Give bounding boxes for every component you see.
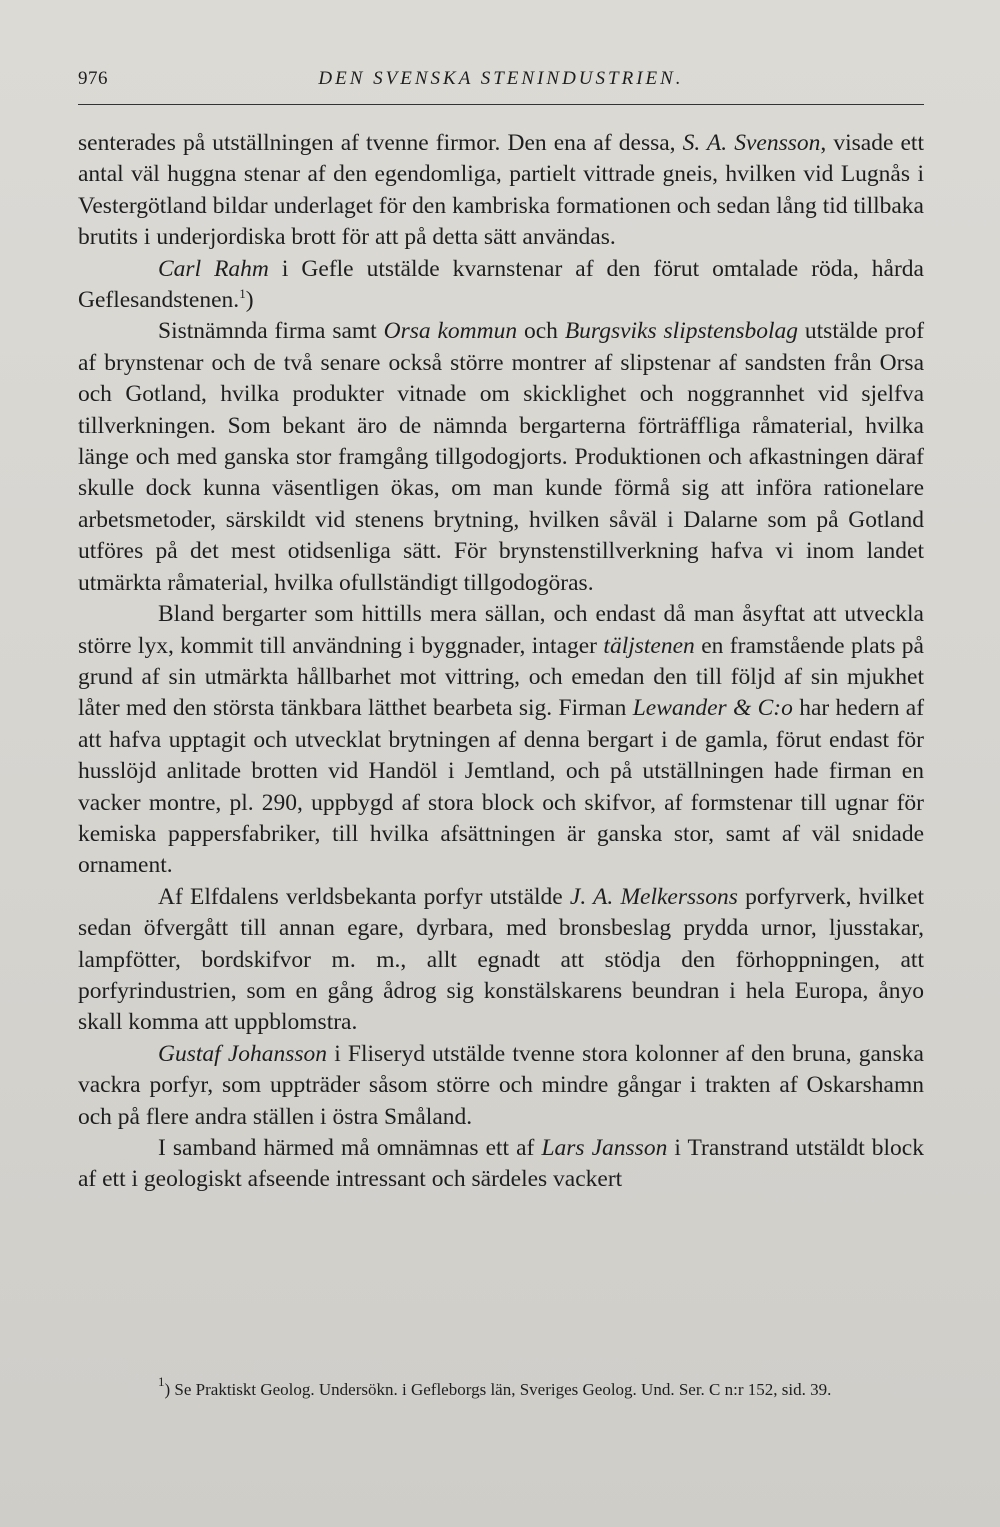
text-run: i Gefle utstälde kvarnstenar af den förut omtalade röda, hårda Geflesandstenen.	[78, 255, 924, 314]
text-run: i Transtrand utstäldt block af ett i geologiskt afseende intressant och särdeles vackert	[78, 1135, 924, 1193]
footnote-marker-wrap	[78, 1374, 165, 1399]
page-number: 976	[78, 68, 108, 89]
text-run: I samband härmed må omnämnas ett af	[158, 1135, 542, 1161]
text-run: Af Elfdalens verldsbekanta porfyr utstälde	[158, 883, 570, 910]
header-rule	[78, 104, 924, 105]
italic-term: täljstenen	[603, 632, 695, 659]
text-run: porfyrverk, hvilket sedan öfvergått till annan egare, dyrbara, med bronsbeslag prydda urnor, ljusstakar, lampfötter, bordskifvor m. m., allt egnadt att stödja den förhoppningen, att porfyrindustrien, som en gång ådrog sig konstälskarens beundran i hela Europa, ånyo skall komma att uppblomstra.	[78, 883, 924, 1036]
text-run: en framstående plats på grund af sin utmärkta hållbarhet mot vittring, och emedan den till följd af sin mjukhet låter med den största tänkbara lätthet bearbeta sig. Firman	[78, 632, 924, 722]
running-title: DEN SVENSKA STENINDUSTRIEN.	[318, 68, 684, 89]
text-run: utstälde prof af brynstenar och de två senare också större montrer af slipstenar af sandsten från Orsa och Gotland, hvilka produkter vitnade om skicklighet och noggrannhet vid sjelfva tillverkningen. Som bekant äro de nämnda bergarterna förträffliga råmaterial, hvilka länge och med ganska stor framgång tillgodogjorts. Produktionen och afkastningen däraf skulle dock kunna väsentligen ökas, om man kunde förmå sig att införa rationelare arbetsmetoder, särskildt vid stenens brytning, hvilken såväl i Dalarne som på Gotland utföres på det mest otidsenliga sätt. För brynstenstillverkning hafva vi inom landet utmärkta råmaterial, hvilka ofullständigt tillgodogöras.	[78, 318, 925, 596]
text-run: , visade ett antal väl huggna stenar af den egendomliga, partielt vittrade gneis, hvilken vid Lugnås i Vestergötland bildar underlaget för den kambriska formationen och sedan lång tid tillbaka brutits i underjordiska brott för att på detta sätt användas.	[78, 130, 924, 251]
italic-name: S. A. Svensson	[682, 130, 821, 156]
paragraph-1	[78, 128, 924, 254]
footnote-reference[interactable]: 1	[239, 286, 246, 302]
text-run: har hedern af att hafva upptagit och utvecklat brytningen af denna bergart i de gamla, förut endast för husslöjd anlitade brotten vid Handöl i Jemtland, och på utställningen hade firman en vacker montre, pl. 290, uppbygd af stora block och skifvor, af formstenar till ugnar för kemiska pappersfabriker, till hvilka afsättningen är ganska stor, samt af väl snidade ornament.	[78, 695, 925, 879]
italic-name: Lewander & C:o	[632, 695, 793, 722]
paragraph-7	[78, 1133, 924, 1196]
text-run: Sistnämnda firma samt	[158, 318, 384, 345]
text-run: senterades på utställningen af tvenne firmor. Den ena af dessa,	[78, 130, 683, 156]
paragraph-5	[78, 882, 924, 1039]
paragraph-3	[78, 316, 924, 599]
text-run: i Fliseryd utstälde tvenne stora kolonner af den bruna, ganska vackra porfyr, som uppträder såsom större och mindre gångar i trakten af Oskarshamn och på flere andra ställen i östra Småland.	[78, 1040, 924, 1130]
italic-name: Burgsviks slipstensbolag	[564, 318, 799, 345]
paragraph-2	[78, 254, 924, 317]
paragraph-6	[78, 1039, 924, 1133]
italic-name: Lars Jansson	[541, 1135, 668, 1161]
italic-name: Orsa kommun	[383, 318, 518, 345]
text-run: )	[245, 287, 254, 314]
footnote-marker: 1	[158, 1374, 165, 1389]
paragraph-4	[78, 599, 924, 882]
page-header	[78, 68, 924, 98]
text-run: och	[517, 318, 565, 345]
italic-name: Carl Rahm	[158, 255, 269, 282]
text-run: Bland bergarter som hittills mera sällan, och endast då man åsyftat att utveckla större lyx, kommit till användning i byggnader, intager	[78, 601, 924, 659]
footnote-text: ) Se Praktiskt Geolog. Undersökn. i Gefleborgs län, Sveriges Geolog. Und. Ser. C n:r 152, sid. 39.	[164, 1380, 832, 1399]
footnote	[78, 1374, 924, 1401]
body-text	[78, 128, 924, 1196]
italic-name: J. A. Melkerssons	[569, 883, 738, 910]
italic-name: Gustaf Johansson	[158, 1040, 328, 1067]
